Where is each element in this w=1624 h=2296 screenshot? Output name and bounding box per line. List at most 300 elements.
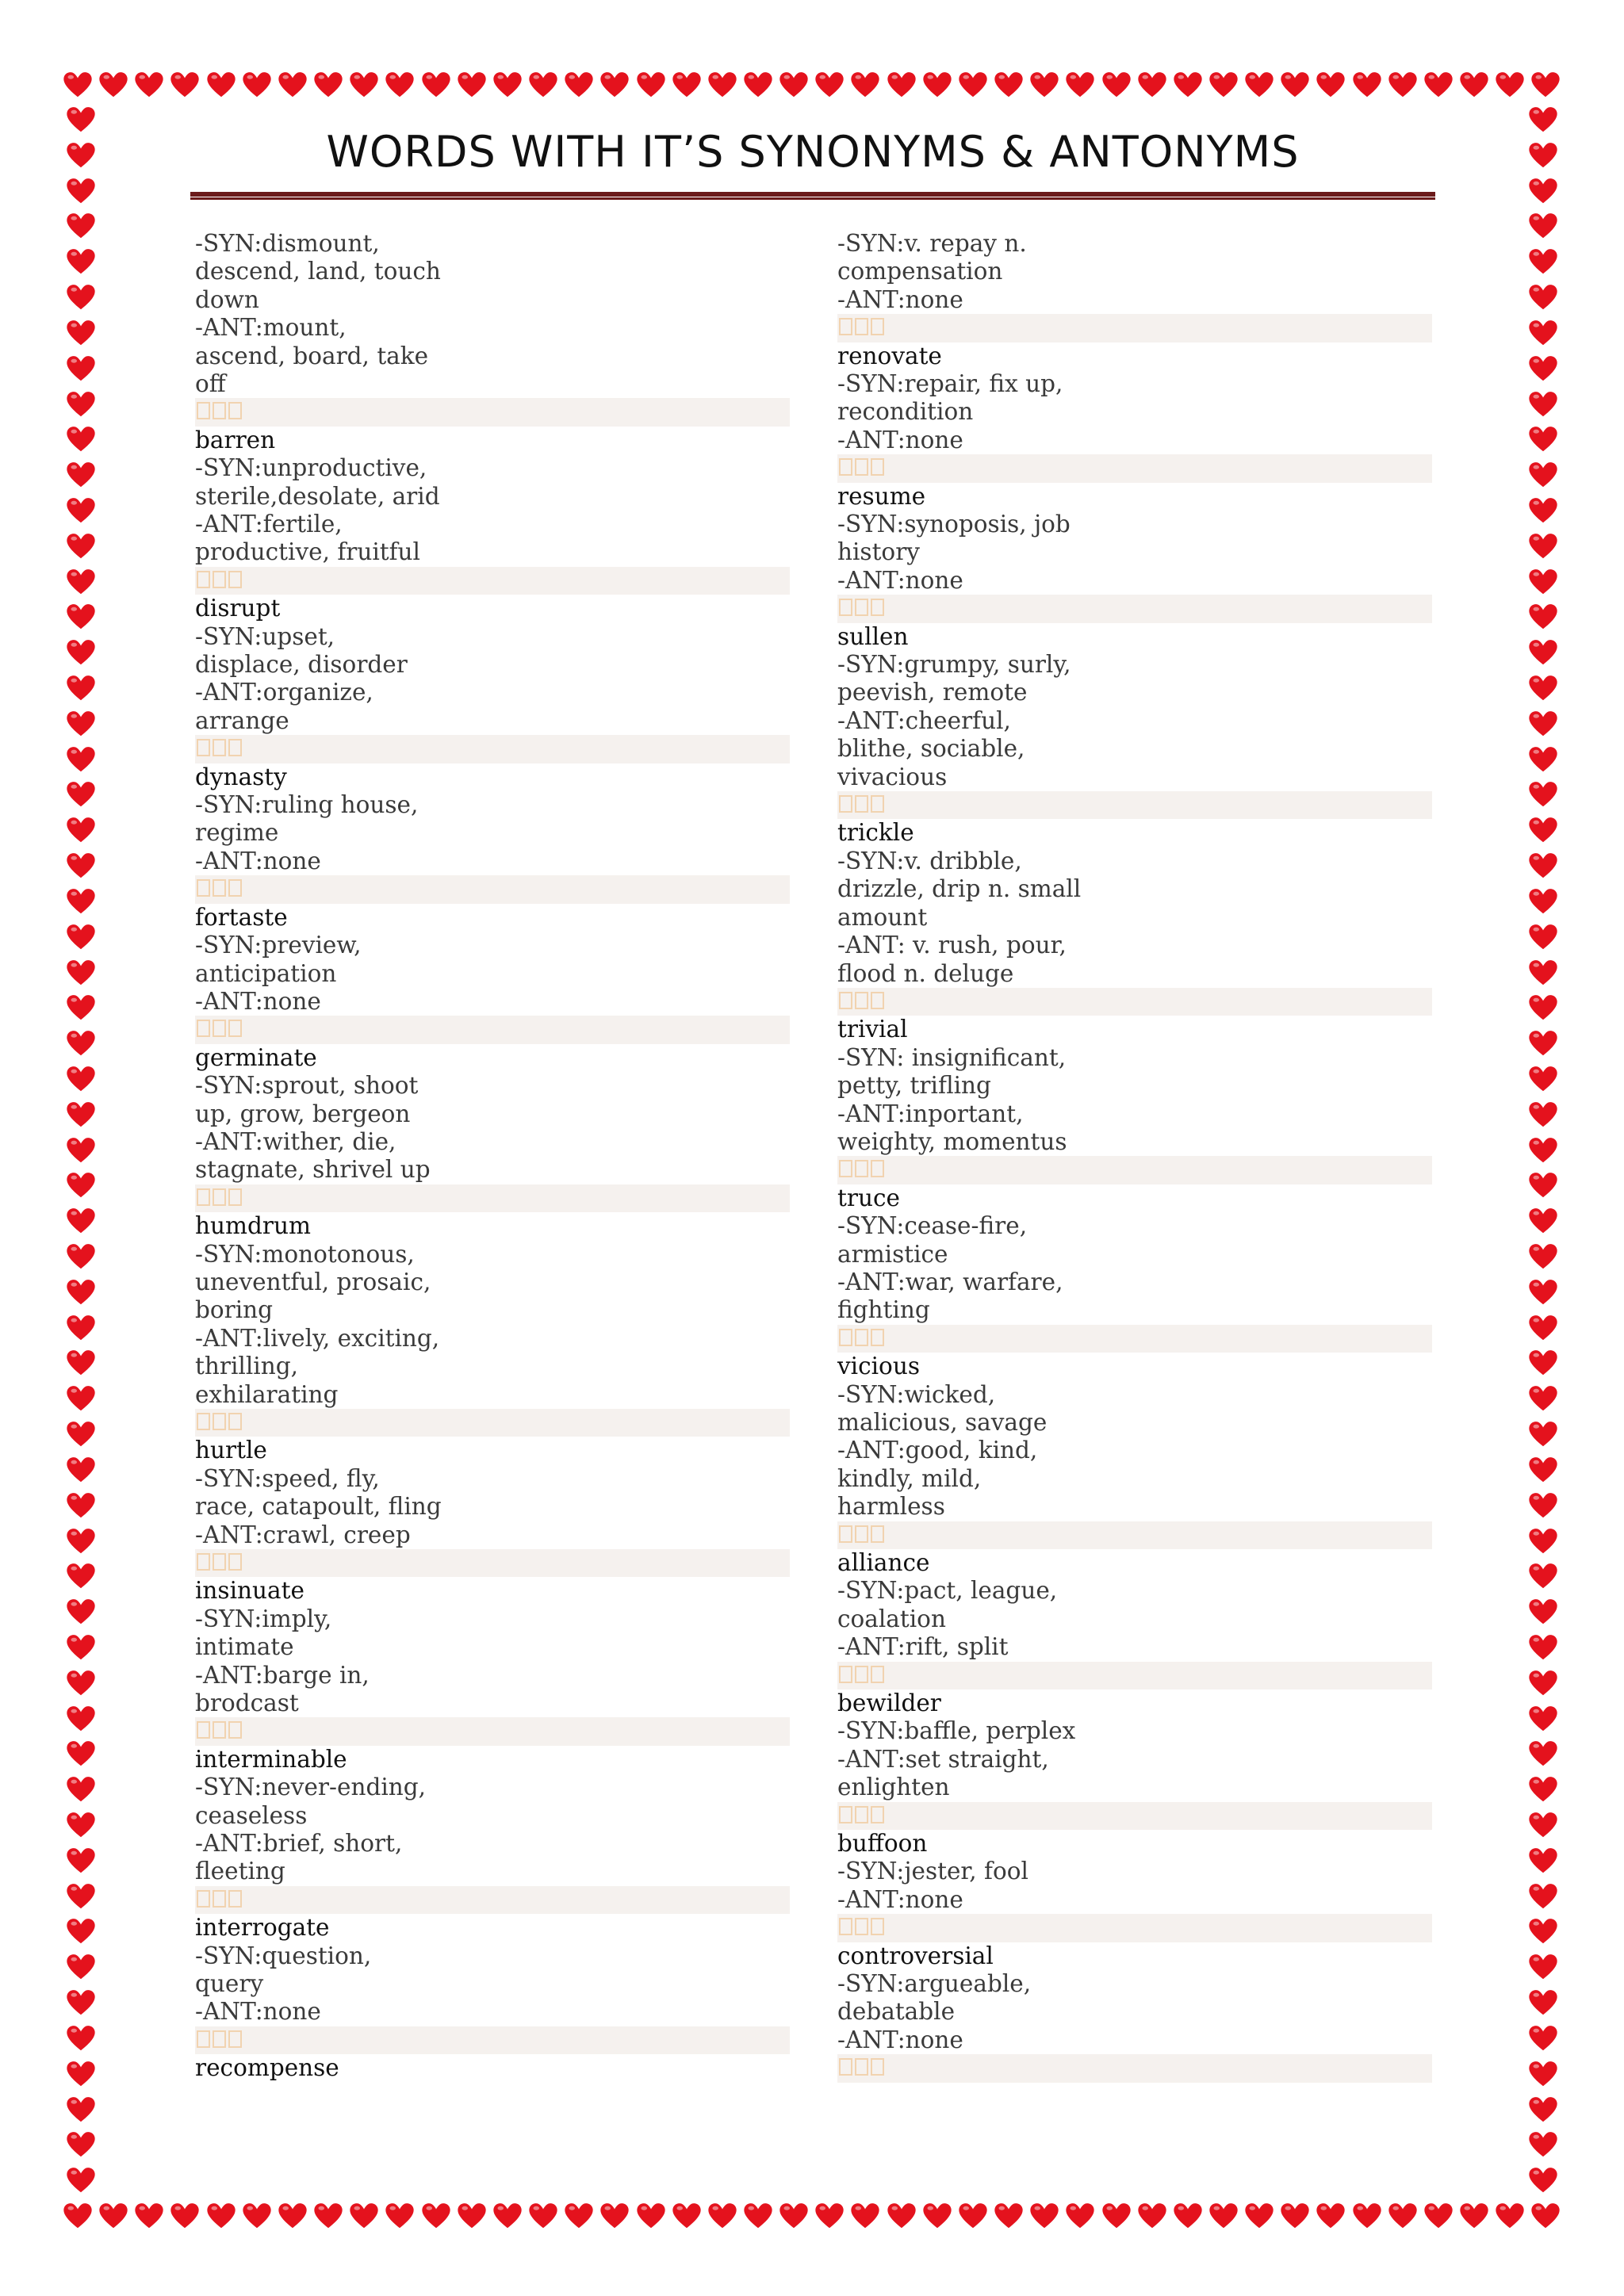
heart-icon	[1527, 1382, 1559, 1414]
headword: truce	[837, 1184, 900, 1211]
heart-icon	[65, 920, 97, 952]
definition-line: brodcast	[195, 1689, 299, 1716]
placeholder-glyph-icon	[213, 1721, 226, 1739]
heart-icon	[1208, 68, 1239, 100]
heart-icon	[1527, 565, 1559, 597]
entry-separator	[195, 1016, 790, 1043]
heart-icon	[1527, 1204, 1559, 1236]
placeholder-glyph-icon	[228, 402, 242, 419]
heart-icon	[1527, 174, 1559, 206]
antonym-line: -ANT:inportant,	[837, 1100, 1024, 1127]
word-entry	[195, 763, 790, 904]
heart-icon	[65, 1631, 97, 1663]
heart-icon	[241, 68, 273, 100]
heart-icon	[742, 2199, 774, 2231]
placeholder-glyph-icon	[197, 1020, 210, 1037]
definition-line: query	[195, 1970, 264, 1998]
placeholder-glyph-icon	[228, 1188, 242, 1206]
heart-icon	[65, 1204, 97, 1236]
heart-icon	[384, 2199, 416, 2231]
placeholder-glyph-icon	[855, 1160, 868, 1177]
heart-icon	[65, 672, 97, 703]
placeholder-glyph-icon	[197, 2030, 210, 2048]
heart-icon	[957, 68, 989, 100]
heart-icon	[65, 494, 97, 526]
heart-icon	[1527, 1489, 1559, 1521]
placeholder-glyph-icon	[839, 795, 852, 813]
heart-icon	[241, 2199, 273, 2231]
placeholder-glyph-icon	[839, 599, 852, 616]
heart-icon	[65, 423, 97, 454]
definition-line: boring	[195, 1296, 274, 1324]
word-entry	[837, 1689, 1432, 1830]
placeholder-glyph-icon	[871, 1329, 884, 1346]
heart-icon	[1279, 2199, 1311, 2231]
heart-icon	[921, 2199, 953, 2231]
heart-icon	[886, 68, 917, 100]
placeholder-glyph-icon	[228, 1890, 242, 1908]
heart-icon	[62, 68, 94, 100]
heart-icon	[65, 743, 97, 775]
heart-icon	[65, 174, 97, 206]
definition-line: -SYN:never-ending,	[195, 1774, 427, 1801]
heart-icon	[778, 2199, 810, 2231]
heart-icon	[1423, 68, 1454, 100]
heart-icon	[1527, 423, 1559, 454]
definition-line: enlighten	[837, 1774, 950, 1801]
heart-icon	[1527, 139, 1559, 170]
heart-icon	[671, 68, 703, 100]
headword: recompense	[195, 2054, 339, 2082]
definition-line: productive, fruitful	[195, 538, 420, 566]
heart-icon	[65, 1950, 97, 1982]
heart-icon	[65, 778, 97, 809]
placeholder-glyph-icon	[839, 1329, 852, 1346]
placeholder-glyph-icon	[871, 318, 884, 335]
word-entry	[837, 342, 1432, 483]
definition-line: displace, disorder	[195, 651, 408, 679]
entry-separator	[837, 1914, 1432, 1942]
heart-icon	[65, 281, 97, 312]
placeholder-glyph-icon	[855, 795, 868, 813]
heart-icon	[65, 991, 97, 1023]
heart-icon	[527, 68, 559, 100]
headword: controversial	[837, 1942, 994, 1969]
definition-line: blithe, sociable,	[837, 735, 1025, 763]
placeholder-glyph-icon	[839, 1525, 852, 1543]
heart-icon	[169, 2199, 201, 2231]
placeholder-glyph-icon	[871, 2058, 884, 2076]
heart-icon	[849, 68, 881, 100]
heart-icon	[1527, 707, 1559, 739]
heart-icon	[1458, 68, 1490, 100]
antonym-line: -ANT:barge in,	[195, 1661, 370, 1689]
heart-icon	[65, 2164, 97, 2195]
antonym-line: -ANT:fertile,	[195, 511, 343, 538]
heart-icon	[635, 68, 667, 100]
antonym-line: -ANT: v. rush, pour,	[837, 932, 1067, 959]
heart-icon	[1527, 1950, 1559, 1982]
heart-icon	[65, 600, 97, 632]
word-entry	[195, 1212, 790, 1437]
heart-icon	[205, 68, 237, 100]
heart-icon	[277, 68, 308, 100]
definition-line: peevish, remote	[837, 679, 1028, 706]
heart-icon	[1527, 2093, 1559, 2125]
antonym-line: -ANT:none	[837, 426, 963, 453]
heart-icon	[849, 2199, 881, 2231]
heart-icon	[65, 1240, 97, 1272]
heart-icon	[456, 68, 488, 100]
heart-icon	[98, 68, 129, 100]
definition-line: -SYN:pact, league,	[837, 1577, 1058, 1605]
heart-icon	[1387, 2199, 1419, 2231]
definition-line: harmless	[837, 1493, 945, 1521]
heart-icon	[169, 68, 201, 100]
placeholder-glyph-icon	[855, 458, 868, 476]
heart-icon	[1527, 2022, 1559, 2053]
heart-icon	[1527, 1773, 1559, 1804]
heart-icon	[1527, 885, 1559, 916]
definition-line: -SYN:grumpy, surly,	[837, 651, 1071, 679]
definition-line: thrilling,	[195, 1353, 298, 1380]
heart-icon	[1527, 1169, 1559, 1200]
heart-icon	[65, 245, 97, 277]
heart-icon	[993, 68, 1025, 100]
definition-line: -SYN:synoposis, job	[837, 511, 1071, 538]
entry-separator	[837, 454, 1432, 482]
definition-line: -SYN:v. repay n.	[837, 230, 1027, 257]
definition-line: recondition	[837, 398, 974, 426]
definition-line: sterile,desolate, arid	[195, 482, 440, 510]
heart-icon	[1527, 103, 1559, 135]
placeholder-glyph-icon	[228, 739, 242, 756]
placeholder-glyph-icon	[839, 1666, 852, 1683]
placeholder-glyph-icon	[213, 879, 226, 897]
definition-line: coalation	[837, 1605, 946, 1632]
heart-icon	[65, 1880, 97, 1911]
heart-icon	[1527, 1062, 1559, 1094]
placeholder-glyph-icon	[855, 2058, 868, 2076]
word-entry	[195, 427, 790, 595]
definition-line: down	[195, 285, 259, 313]
antonym-line: -ANT:brief, short,	[195, 1830, 403, 1858]
definition-line: anticipation	[195, 959, 337, 987]
heart-icon	[65, 1595, 97, 1627]
heart-icon	[205, 2199, 237, 2231]
heart-icon	[563, 2199, 595, 2231]
heart-icon	[65, 2093, 97, 2125]
antonym-line: -ANT:good, kind,	[837, 1437, 1038, 1464]
title-divider	[190, 192, 1435, 200]
heart-icon	[1527, 813, 1559, 845]
heart-icon	[1527, 1559, 1559, 1591]
definition-line: -SYN:monotonous,	[195, 1240, 415, 1268]
heart-icon	[492, 68, 523, 100]
placeholder-glyph-icon	[855, 992, 868, 1009]
entry-separator	[837, 1325, 1432, 1353]
heart-icon	[921, 68, 953, 100]
heart-icon	[65, 1453, 97, 1485]
definition-line: flood n. deluge	[837, 959, 1014, 987]
placeholder-glyph-icon	[197, 402, 210, 419]
heart-icon	[65, 1773, 97, 1804]
placeholder-glyph-icon	[871, 795, 884, 813]
heart-icon	[133, 2199, 165, 2231]
placeholder-glyph-icon	[228, 1413, 242, 1430]
headword: vicious	[837, 1353, 920, 1380]
definition-line: history	[837, 538, 920, 566]
heart-icon	[1527, 281, 1559, 312]
heart-icon	[1028, 68, 1060, 100]
antonym-line: -ANT:organize,	[195, 679, 373, 706]
word-entry	[837, 1016, 1432, 1184]
definition-line: arrange	[195, 706, 289, 734]
heart-icon	[1527, 1098, 1559, 1130]
antonym-line: -ANT:set straight,	[837, 1745, 1049, 1773]
placeholder-glyph-icon	[871, 1918, 884, 1935]
heart-icon	[65, 1134, 97, 1165]
definition-line: -SYN:imply,	[195, 1605, 332, 1632]
heart-icon	[1527, 209, 1559, 241]
heart-icon	[599, 2199, 630, 2231]
word-entry	[195, 595, 790, 763]
definition-line: up, grow, bergeon	[195, 1100, 411, 1127]
headword: insinuate	[195, 1577, 304, 1605]
heart-icon	[1172, 68, 1204, 100]
heart-icon	[1423, 2199, 1454, 2231]
placeholder-glyph-icon	[228, 1553, 242, 1571]
heart-icon	[312, 2199, 344, 2231]
antonym-line: -ANT:mount,	[195, 314, 347, 342]
entry-separator	[195, 1549, 790, 1577]
heart-icon	[1243, 2199, 1275, 2231]
word-entry	[837, 1184, 1432, 1353]
definition-line: kindly, mild,	[837, 1464, 982, 1492]
heart-icon	[1527, 1346, 1559, 1378]
heart-icon	[65, 1418, 97, 1449]
heart-icon	[65, 1027, 97, 1058]
entry-separator	[837, 2054, 1432, 2082]
heart-icon	[1527, 2128, 1559, 2160]
heart-icon	[1527, 1667, 1559, 1698]
placeholder-glyph-icon	[839, 1160, 852, 1177]
heart-icon	[1208, 2199, 1239, 2231]
heart-border-right	[1524, 103, 1562, 2196]
placeholder-glyph-icon	[228, 1721, 242, 1739]
heart-icon	[671, 2199, 703, 2231]
heart-icon	[1101, 2199, 1132, 2231]
heart-icon	[1458, 2199, 1490, 2231]
definition-line: -SYN:argueable,	[837, 1970, 1032, 1998]
headword: sullen	[837, 622, 909, 650]
heart-icon	[1494, 68, 1526, 100]
word-entry	[195, 230, 790, 427]
heart-icon	[420, 2199, 452, 2231]
definition-line: -SYN:dismount,	[195, 230, 380, 257]
antonym-line: -ANT:none	[837, 285, 963, 313]
heart-icon	[65, 1559, 97, 1591]
definition-line: stagnate, shrivel up	[195, 1156, 431, 1184]
headword: barren	[195, 426, 276, 453]
heart-icon	[1315, 68, 1346, 100]
heart-icon	[348, 2199, 380, 2231]
entry-separator	[837, 595, 1432, 622]
placeholder-glyph-icon	[855, 1666, 868, 1683]
definition-line: petty, trifling	[837, 1072, 991, 1100]
heart-icon	[1527, 956, 1559, 988]
heart-icon	[1527, 316, 1559, 348]
placeholder-glyph-icon	[839, 458, 852, 476]
definition-line: -SYN:jester, fool	[837, 1858, 1028, 1885]
word-entry	[195, 1746, 790, 1914]
heart-icon	[1527, 672, 1559, 703]
heart-icon	[1527, 494, 1559, 526]
heart-icon	[1527, 1844, 1559, 1876]
heart-icon	[65, 209, 97, 241]
heart-icon	[1527, 2057, 1559, 2089]
heart-icon	[65, 1311, 97, 1343]
heart-icon	[1527, 1808, 1559, 1840]
placeholder-glyph-icon	[197, 879, 210, 897]
heart-icon	[65, 139, 97, 170]
heart-icon	[599, 68, 630, 100]
placeholder-glyph-icon	[855, 1329, 868, 1346]
heart-icon	[1351, 68, 1383, 100]
heart-icon	[1527, 778, 1559, 809]
definition-line: ascend, board, take	[195, 342, 429, 369]
headword: buffoon	[837, 1830, 928, 1857]
antonym-line: -ANT:none	[195, 847, 321, 874]
placeholder-glyph-icon	[871, 1160, 884, 1177]
definition-line: -SYN:cease-fire,	[837, 1212, 1028, 1240]
word-entry	[837, 1830, 1432, 1942]
definition-line: uneventful, prosaic,	[195, 1268, 431, 1295]
entry-separator	[837, 314, 1432, 342]
placeholder-glyph-icon	[855, 1806, 868, 1823]
heart-border-left	[62, 103, 100, 2196]
placeholder-glyph-icon	[855, 1525, 868, 1543]
antonym-line: -ANT:none	[837, 2026, 963, 2053]
heart-icon	[1136, 68, 1168, 100]
heart-icon	[98, 2199, 129, 2231]
heart-icon	[65, 1098, 97, 1130]
headword: trivial	[837, 1016, 908, 1043]
placeholder-glyph-icon	[871, 599, 884, 616]
placeholder-glyph-icon	[839, 318, 852, 335]
heart-icon	[1527, 458, 1559, 490]
entry-separator	[195, 1717, 790, 1745]
heart-icon	[65, 849, 97, 881]
headword: dynasty	[195, 763, 287, 790]
heart-icon	[1527, 1702, 1559, 1734]
heart-icon	[1527, 1631, 1559, 1663]
heart-icon	[133, 68, 165, 100]
placeholder-glyph-icon	[871, 1806, 884, 1823]
heart-icon	[707, 2199, 738, 2231]
heart-icon	[65, 1276, 97, 1307]
placeholder-glyph-icon	[228, 2030, 242, 2048]
heart-icon	[65, 1169, 97, 1200]
definition-line: armistice	[837, 1240, 948, 1268]
placeholder-glyph-icon	[228, 571, 242, 588]
heart-icon	[1527, 1134, 1559, 1165]
placeholder-glyph-icon	[197, 1721, 210, 1739]
antonym-line: -ANT:none	[837, 566, 963, 594]
heart-icon	[65, 458, 97, 490]
heart-icon	[1527, 352, 1559, 384]
placeholder-glyph-icon	[839, 2058, 852, 2076]
heart-icon	[1387, 68, 1419, 100]
placeholder-glyph-icon	[871, 458, 884, 476]
heart-icon	[1527, 636, 1559, 668]
word-entry	[195, 1044, 790, 1212]
word-entry	[195, 1914, 790, 2054]
placeholder-glyph-icon	[839, 992, 852, 1009]
definition-line: drizzle, drip n. small	[837, 875, 1082, 903]
antonym-line: -ANT:none	[195, 987, 321, 1015]
entry-separator	[837, 1662, 1432, 1689]
placeholder-glyph-icon	[213, 1188, 226, 1206]
heart-icon	[1527, 245, 1559, 277]
heart-icon	[1101, 68, 1132, 100]
antonym-line: -ANT:cheerful,	[837, 706, 1011, 734]
placeholder-glyph-icon	[839, 1806, 852, 1823]
heart-icon	[1527, 1276, 1559, 1307]
heart-icon	[1172, 2199, 1204, 2231]
entry-separator	[195, 398, 790, 426]
entry-separator	[837, 1156, 1432, 1184]
placeholder-glyph-icon	[839, 1918, 852, 1935]
heart-icon	[527, 2199, 559, 2231]
word-entry	[837, 623, 1432, 820]
heart-icon	[1527, 849, 1559, 881]
right-word-column	[837, 230, 1432, 2083]
heart-icon	[1494, 2199, 1526, 2231]
word-entry	[837, 819, 1432, 1016]
heart-icon	[814, 68, 845, 100]
antonym-line: -ANT:rift, split	[837, 1633, 1009, 1661]
heart-icon	[1527, 1880, 1559, 1911]
heart-icon	[1527, 1311, 1559, 1343]
heart-icon	[1028, 2199, 1060, 2231]
heart-icon	[1315, 2199, 1346, 2231]
placeholder-glyph-icon	[213, 739, 226, 756]
definition-line: -SYN:question,	[195, 1942, 372, 1969]
heart-icon	[65, 352, 97, 384]
heart-icon	[1527, 388, 1559, 419]
heart-icon	[1527, 1453, 1559, 1485]
heart-icon	[384, 68, 416, 100]
definition-line: -SYN:v. dribble,	[837, 847, 1022, 874]
heart-icon	[957, 2199, 989, 2231]
entry-separator	[195, 875, 790, 903]
definition-line: ceaseless	[195, 1801, 308, 1829]
placeholder-glyph-icon	[213, 1553, 226, 1571]
heart-icon	[1527, 1737, 1559, 1769]
placeholder-glyph-icon	[197, 739, 210, 756]
headword: renovate	[837, 342, 942, 369]
headword: bewilder	[837, 1689, 941, 1716]
heart-icon	[1527, 1418, 1559, 1449]
heart-icon	[65, 1737, 97, 1769]
placeholder-glyph-icon	[855, 318, 868, 335]
placeholder-glyph-icon	[197, 571, 210, 588]
heart-icon	[65, 2057, 97, 2089]
word-entry	[837, 1549, 1432, 1689]
word-entry	[195, 2054, 790, 2082]
antonym-line: -ANT:war, warfare,	[837, 1268, 1063, 1295]
